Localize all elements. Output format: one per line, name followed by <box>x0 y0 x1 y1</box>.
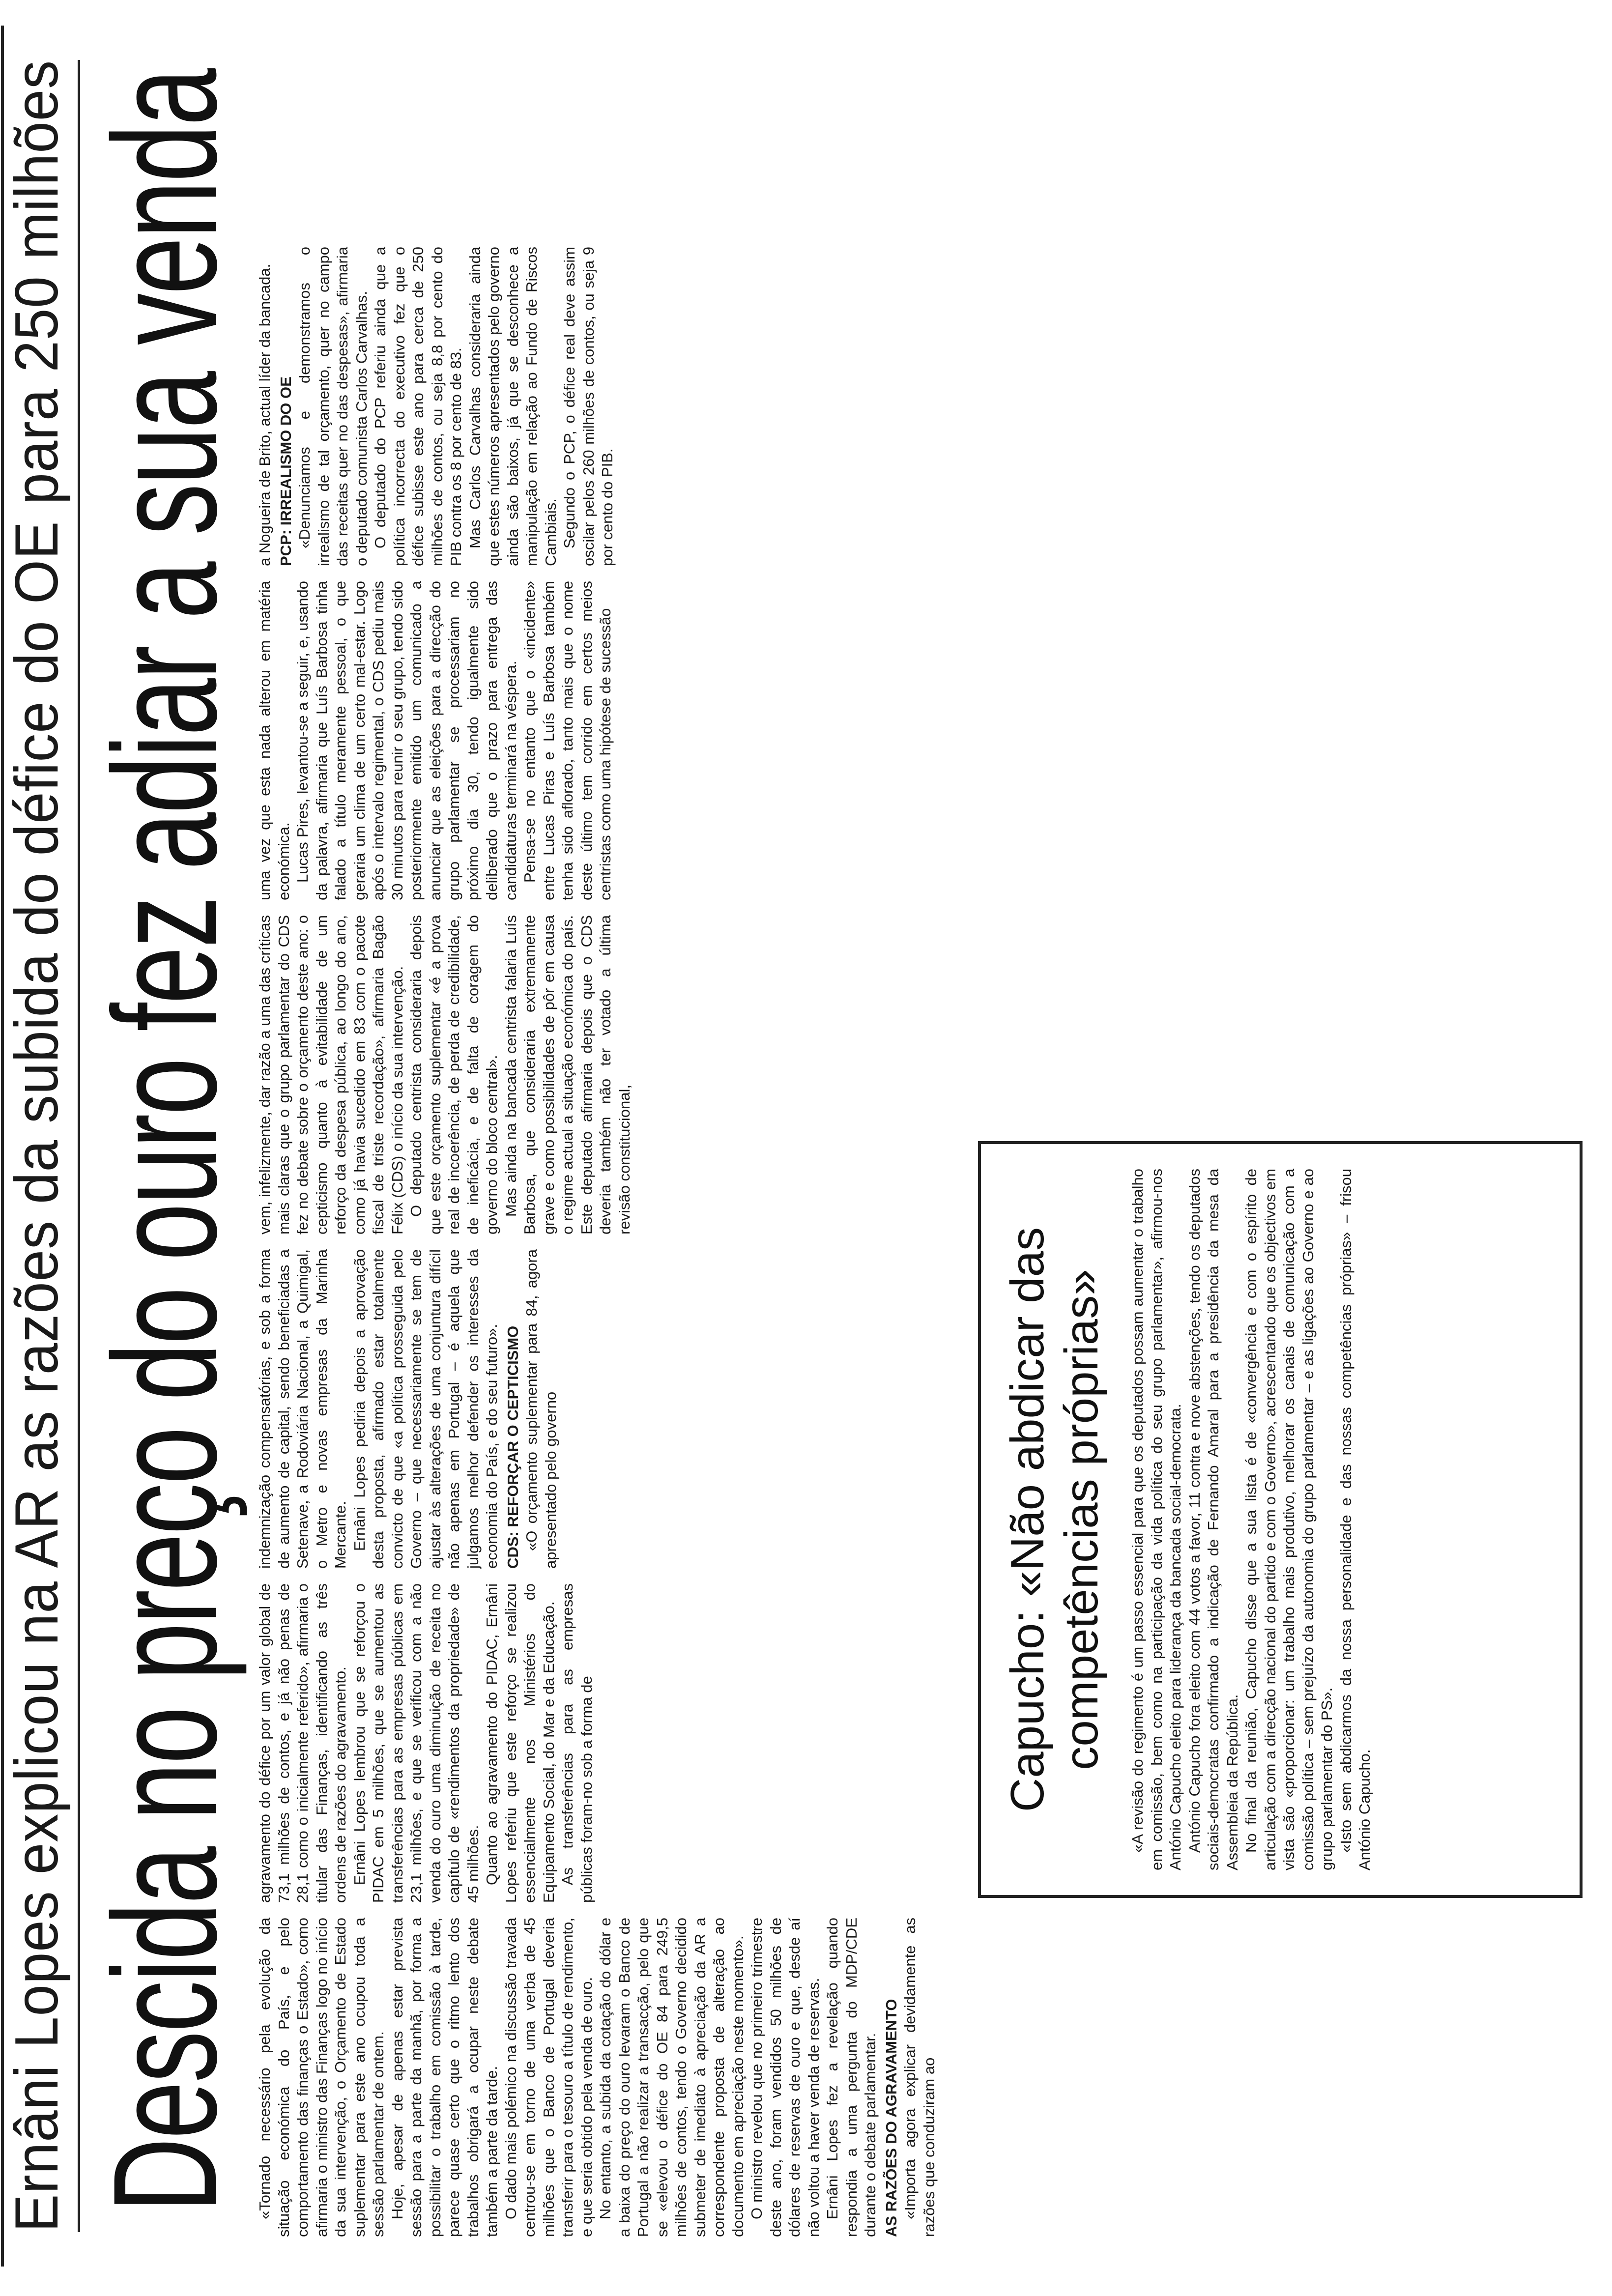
article-paragraph: Hoje, apesar de apenas estar prevista sessão para a parte da manhã, por forma a possibilitar o trabalho em comissão à tarde, parece quase certo que o ritmo lento dos trabalhos obrigará a ocupar neste debate também a parte da tarde. <box>388 1918 500 2237</box>
article-paragraph: indemnização compensatórias, e sob a forma de aumento de capital, sendo beneficiadas a Setenave, a Rodoviária Nacional, a Quimigal, o Metro e novas empresas da Marinha Mercante. <box>256 1249 349 1569</box>
article-paragraph: agravamento do défice por um valor global de 73,1 milhões de contos, e já não penas de 28,1 como o inicialmente referido», afirmaria o titular das Finanças, identificando as três ordens de razões do agravamento. <box>256 1583 349 1903</box>
article-column-4 <box>256 915 1022 1234</box>
article-paragraph: Mas Carlos Carvalhas consideraria ainda que estes números apresentados pelo governo ainda são baixos, já que se desconhece a manipulação em relação ao Fundo de Riscos Cambiais. <box>466 247 559 566</box>
sidebar-box-title: Capucho: «Não abdicar das competências próprias» <box>1001 1227 1108 1812</box>
article-paragraph: Lucas Pires, levantou-se a seguir, e, usando da palavra, afirmaria que Luís Barbosa tinha falado a título meramente pessoal, o que geraria um clima de um certo mal-estar. Logo após o intervalo regimental, o CDS pediu mais 30 minutos para reunir o seu grupo, tendo sido posteriormente emitido um comunicado a anunciar que as eleições para a direcção do grupo parlamentar se processariam no próximo dia 30, tendo igualmente sido deliberado que o prazo para entrega das candidaturas terminará na véspera. <box>294 581 519 900</box>
article-paragraph: O deputado centrista consideraria depois que este orçamento suplementar «é a prova real de incoerência, de perda de credibilidade, de ineficácia, e de falta de coragem do governo do bloco central». <box>407 915 500 1234</box>
sidebar-box-paragraph: «A revisão do regimento é um passo essencial para que os deputados possam aumentar o trabalho em comissão, bem como na participação da vida política do seu grupo parlamentar», afirmou-nos António Capucho eleito para liderança da bancada social-democrata. <box>1129 1169 1184 1870</box>
article-paragraph: Quanto ao agravamento do PIDAC, Ernâni Lopes referiu que este reforço se realizou essencialmente nos Ministérios do Equipamento Social, do Mar e da Educação. <box>483 1583 557 1903</box>
sidebar-box-paragraph: «Isto sem abdicarmos da nossa personalidade e das nossas competências próprias» – frisou António Capucho. <box>1337 1169 1373 1870</box>
kicker-rule <box>78 60 80 2232</box>
article-column-1 <box>256 1918 1533 2237</box>
article-paragraph: No entanto, a subida da cotação do dólar e a baixa do preço do ouro levaram o Banco de Portugal a não realizar a transacção, pelo que se «elevou o défice do OE 84 para 249,5 milhões de contos, tendo o Governo decidido submeter de imediato à apreciação da AR a correspondente proposta de alteração ao documento em apreciação neste momento». <box>597 1918 747 2237</box>
sidebar-box <box>978 1141 1583 1898</box>
sidebar-box-paragraph: António Capucho fora eleito com 44 votos a favor, 11 contra e nove abstenções, tendo os deputados sociais-democratas confirmado a indicação de Fernando Amaral para a presidência da mesa da Assembleia da República. <box>1185 1169 1241 1870</box>
article-column-6 <box>256 247 894 566</box>
article-paragraph: Ernâni Lopes fez a revelação quando respondia a uma pergunta do MDP/CDE durante o debate parlamentar. <box>824 1918 879 2237</box>
article-paragraph: «Tornado necessário pela evolução da situação económica do País, e pelo comportamento das finanças o Estado», como afirmaria o ministro das Finanças logo no início da sua intervenção, o Orçamento de Estado suplementar para este ano ocupou toda a sessão parlamentar de ontem. <box>256 1918 387 2237</box>
article-subheading: CDS: REFORÇAR O CEPTICISMO <box>504 1325 521 1569</box>
sidebar-box-body <box>1128 1169 1375 1870</box>
article-paragraph: «Denunciamos e demonstramos o irrealismo de tal orçamento, quer no campo das receitas quer no das despesas», afirmaria o deputado comunista Carlos Carvalhas. <box>296 247 370 566</box>
article-column-3 <box>256 1249 983 1569</box>
article-paragraph: As transferências para as empresas públicas foram-no sob a forma de <box>559 1583 595 1903</box>
article-paragraph: «Importa agora explicar devidamente as razões que conduziram ao <box>901 1918 938 2237</box>
article-paragraph: Ernâni Lopes lembrou que se reforçou o PIDAC em 5 milhões, que se aumentou as transferências para as empresas públicas em 23,1 milhões, e que se verificou com a não venda do ouro uma diminuição de receita no capítulo de «rendimentos da propriedade» de 45 milhões. <box>350 1583 482 1903</box>
article-paragraph: Mas ainda na bancada centrista falaria Luís Barbosa, que consideraria extremamente grave e como possibilidades de pôr em causa o regime actual a situação económica do país. Este deputado afirmaria depois que o CDS deveria também não ter votado a última revisão constitucional, <box>502 915 633 1234</box>
article-paragraph: uma vez que esta nada alterou em matéria económica. <box>256 581 292 900</box>
main-headline: Descida no preço do ouro fez adiar a sua venda <box>82 69 247 2212</box>
article-paragraph: O deputado do PCP referiu ainda que a política incorrecta do executivo fez que o défice subisse este ano para cerca de 250 milhões de contos, ou seja 8,8 por cento do PIB contra os 8 por cento de 83. <box>372 247 464 566</box>
article-paragraph: a Nogueira de Brito, actual líder da bancada. <box>256 263 273 566</box>
sidebar-box-paragraph: No final da reunião, Capucho disse que a sua lista é de «convergência e com o espírito de articulação com a direcção nacional do partido e com o Governo», acrescentando que os objectivos em vista são «proporcionar: um trabalho mais produtivo, melhorar os canais de comunicação com a comissão política – sem prejuízo da autonomia do grupo parlamentar – e as ligações ao Governo e ao grupo parlamentar do PS». <box>1242 1169 1335 1870</box>
article-column-5 <box>256 581 1012 900</box>
article-subheading: PCP: IRREALISMO DO OE <box>277 376 294 566</box>
article-paragraph: «O orçamento suplementar para 84, agora apresentado pelo governo <box>523 1249 559 1569</box>
kicker-headline: Ernâni Lopes explicou na AR as razões da subida do défice do OE para 250 milhões <box>3 59 71 2232</box>
article-paragraph: Segundo o PCP, o défice real deve assim oscilar pelos 260 milhões de contos, ou seja 9 por cento do PIB. <box>561 247 616 566</box>
article-subheading: AS RAZÕES DO AGRAVAMENTO <box>882 1999 900 2237</box>
article-paragraph: Ernâni Lopes pediria depois a aprovação desta proposta, afirmado estar totalmente convicto de que «a política prosseguida pelo Governo – que necessariamente se tem de ajustar às alterações de uma conjuntura difícil não apenas em Portugal – é aquela que julgamos melhor defender os interesses da economia do País, e do seu futuro». <box>350 1249 500 1569</box>
article-paragraph: Pensa-se no entanto que o «incidente» entre Lucas Piras e Luís Barbosa também tenha sido aflorado, tanto mais que o nome deste último tem corrido em certos meios centristas como uma hipótese de sucessão <box>521 581 614 900</box>
article-column-2 <box>256 1583 1042 1903</box>
article-paragraph: O dado mais polémico na discussão travada centrou-se em torno de uma verba de 45 milhões que o Banco de Portugal deveria transferir para o tesouro a título de rendimento, e que seria obtido pela venda de ouro. <box>502 1918 595 2237</box>
article-paragraph: O ministro revelou que no primeiro trimestre deste ano, foram vendidos 50 milhões de dólares de reservas de ouro e que, desde aí não voltou a haver venda de reservas. <box>748 1918 822 2237</box>
article-paragraph: vem, infelizmente, dar razão a uma das críticas mais claras que o grupo parlamentar do CDS fez no debate sobre o orçamento deste ano: o cepticismo quanto à evitabilidade de um reforço da despesa pública, ao longo do ano, como já havia sucedido em 83 com o pacote fiscal de triste recordação», afirmaria Bagão Félix (CDS) o início da sua intervenção. <box>256 915 406 1234</box>
